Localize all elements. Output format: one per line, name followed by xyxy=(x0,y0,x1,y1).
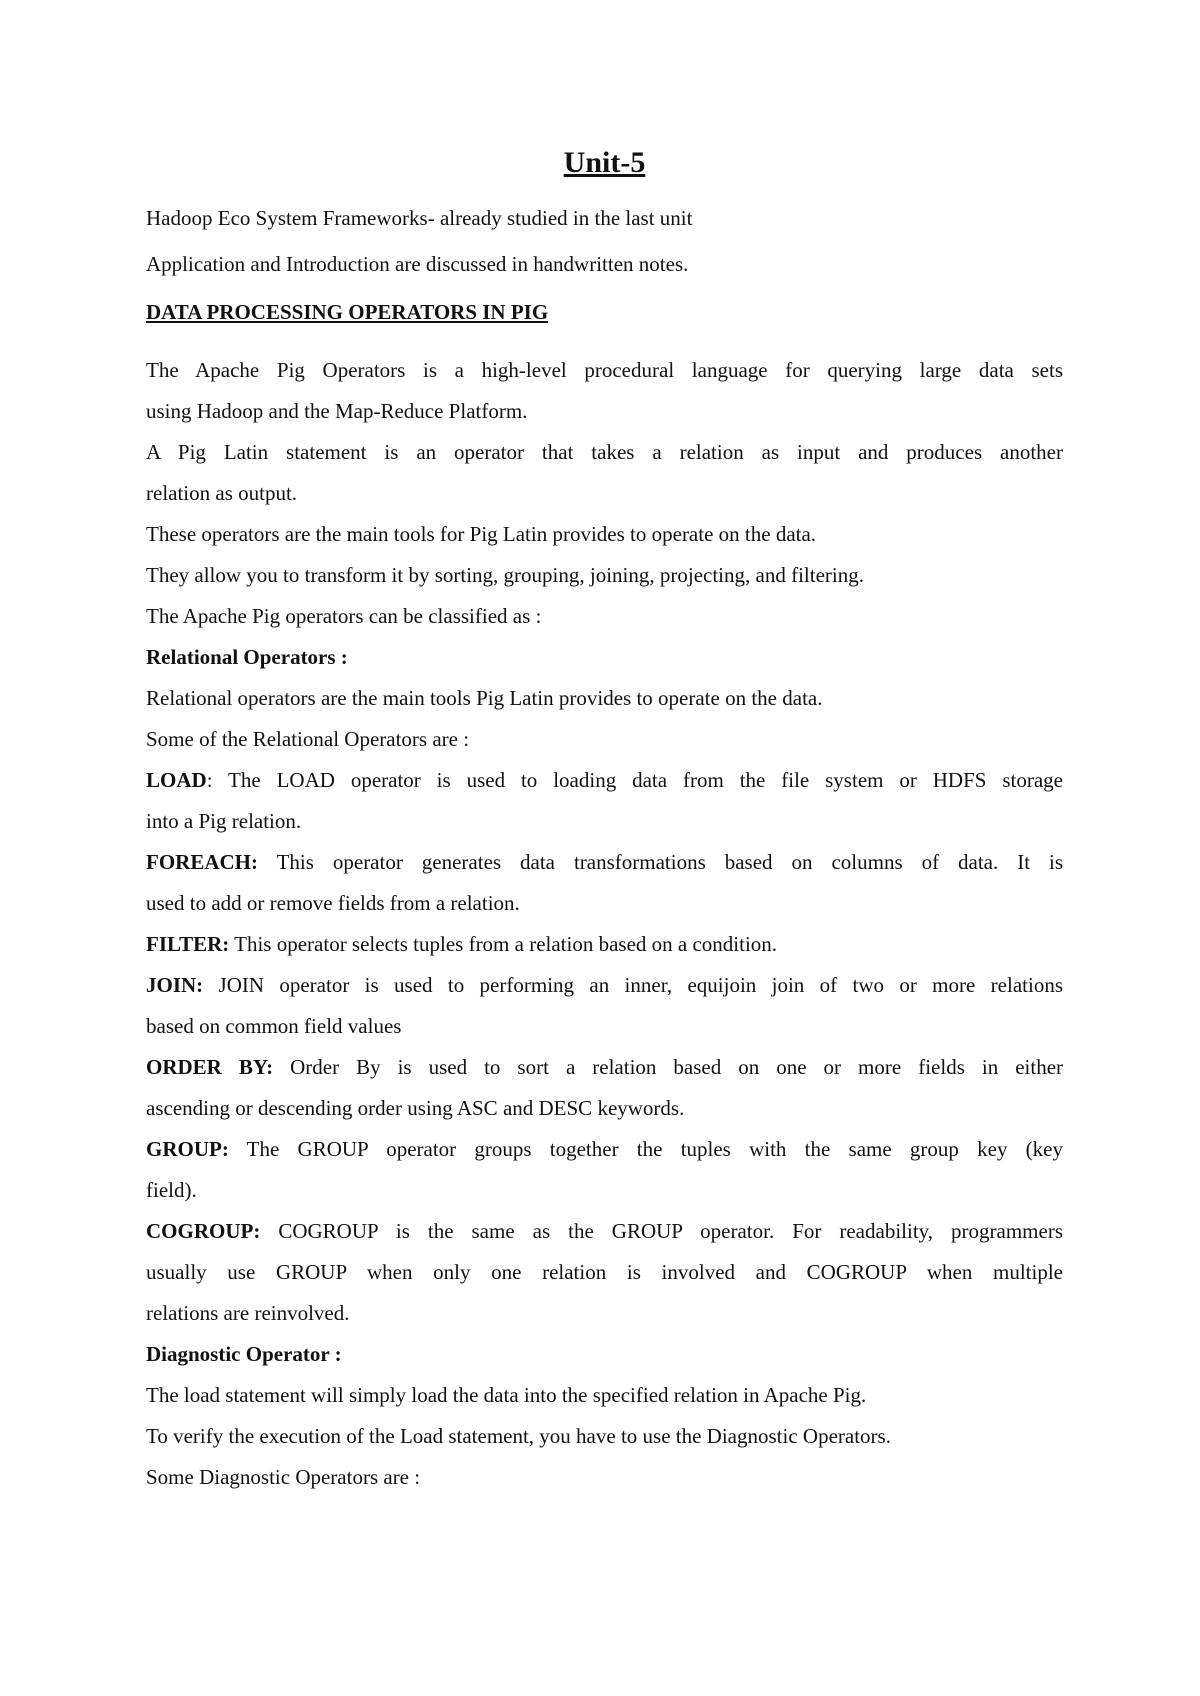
orderby-term: ORDER BY: xyxy=(146,1055,274,1079)
group-line-2: field). xyxy=(146,1178,197,1202)
foreach-line-1 xyxy=(146,848,1063,876)
para1-line-2: using Hadoop and the Map-Reduce Platform. xyxy=(146,399,528,423)
foreach-term: FOREACH: xyxy=(146,850,258,874)
group-line-1 xyxy=(146,1135,1063,1163)
load-line-2: into a Pig relation. xyxy=(146,809,302,833)
join-desc-1: JOIN operator is used to performing an inner, equijoin join of two or more relations xyxy=(203,973,1063,997)
filter-term: FILTER: xyxy=(146,932,230,956)
relational-heading: Relational Operators : xyxy=(146,645,348,669)
document-page xyxy=(146,0,1063,1696)
para1-line-7: The Apache Pig operators can be classified as : xyxy=(146,604,542,628)
cogroup-line-3: relations are reinvolved. xyxy=(146,1301,350,1325)
load-desc-1: : The LOAD operator is used to loading data from the file system or HDFS storage xyxy=(206,768,1063,792)
para1-line-6: They allow you to transform it by sorting, grouping, joining, projecting, and filtering. xyxy=(146,563,864,587)
group-desc-1: The GROUP operator groups together the tuples with the same group key (key xyxy=(228,1137,1063,1161)
cogroup-line-2: usually use GROUP when only one relation is involved and COGROUP when multiple xyxy=(146,1260,1063,1284)
intro-line-2: Application and Introduction are discussed in handwritten notes. xyxy=(146,252,689,276)
section-heading: DATA PROCESSING OPERATORS IN PIG xyxy=(146,300,549,324)
join-line-2: based on common field values xyxy=(146,1014,402,1038)
join-line-1 xyxy=(146,971,1063,999)
orderby-line-1 xyxy=(146,1053,1063,1081)
relational-line-1: Relational operators are the main tools Pig Latin provides to operate on the data. xyxy=(146,686,823,710)
para1-line-5: These operators are the main tools for Pig Latin provides to operate on the data. xyxy=(146,522,817,546)
foreach-desc-1: This operator generates data transformations based on columns of data. It is xyxy=(258,850,1063,874)
group-term: GROUP: xyxy=(146,1137,229,1161)
filter-desc-1: This operator selects tuples from a relation based on a condition. xyxy=(229,932,778,956)
diagnostic-line-3: Some Diagnostic Operators are : xyxy=(146,1465,421,1489)
page-title: Unit-5 xyxy=(563,146,646,179)
cogroup-desc-1: COGROUP is the same as the GROUP operator. For readability, programmers xyxy=(260,1219,1063,1243)
para1-line-4: relation as output. xyxy=(146,481,298,505)
cogroup-term: COGROUP: xyxy=(146,1219,261,1243)
orderby-desc-1: Order By is used to sort a relation based on one or more fields in either xyxy=(273,1055,1064,1079)
load-term: LOAD xyxy=(146,768,207,792)
join-term: JOIN: xyxy=(146,973,204,997)
relational-line-2: Some of the Relational Operators are : xyxy=(146,727,470,751)
diagnostic-heading: Diagnostic Operator : xyxy=(146,1342,342,1366)
foreach-line-2: used to add or remove fields from a relation. xyxy=(146,891,520,915)
filter-line-1 xyxy=(146,930,777,958)
para1-line-3: A Pig Latin statement is an operator that takes a relation as input and produces another xyxy=(146,440,1063,464)
diagnostic-line-2: To verify the execution of the Load statement, you have to use the Diagnostic Operators. xyxy=(146,1424,891,1448)
para1-line-1: The Apache Pig Operators is a high-level procedural language for querying large data sets xyxy=(146,358,1063,382)
load-line-1 xyxy=(146,766,1063,794)
diagnostic-line-1: The load statement will simply load the data into the specified relation in Apache Pig. xyxy=(146,1383,867,1407)
cogroup-line-1 xyxy=(146,1217,1063,1245)
orderby-line-2: ascending or descending order using ASC and DESC keywords. xyxy=(146,1096,685,1120)
intro-line-1: Hadoop Eco System Frameworks- already studied in the last unit xyxy=(146,206,693,230)
